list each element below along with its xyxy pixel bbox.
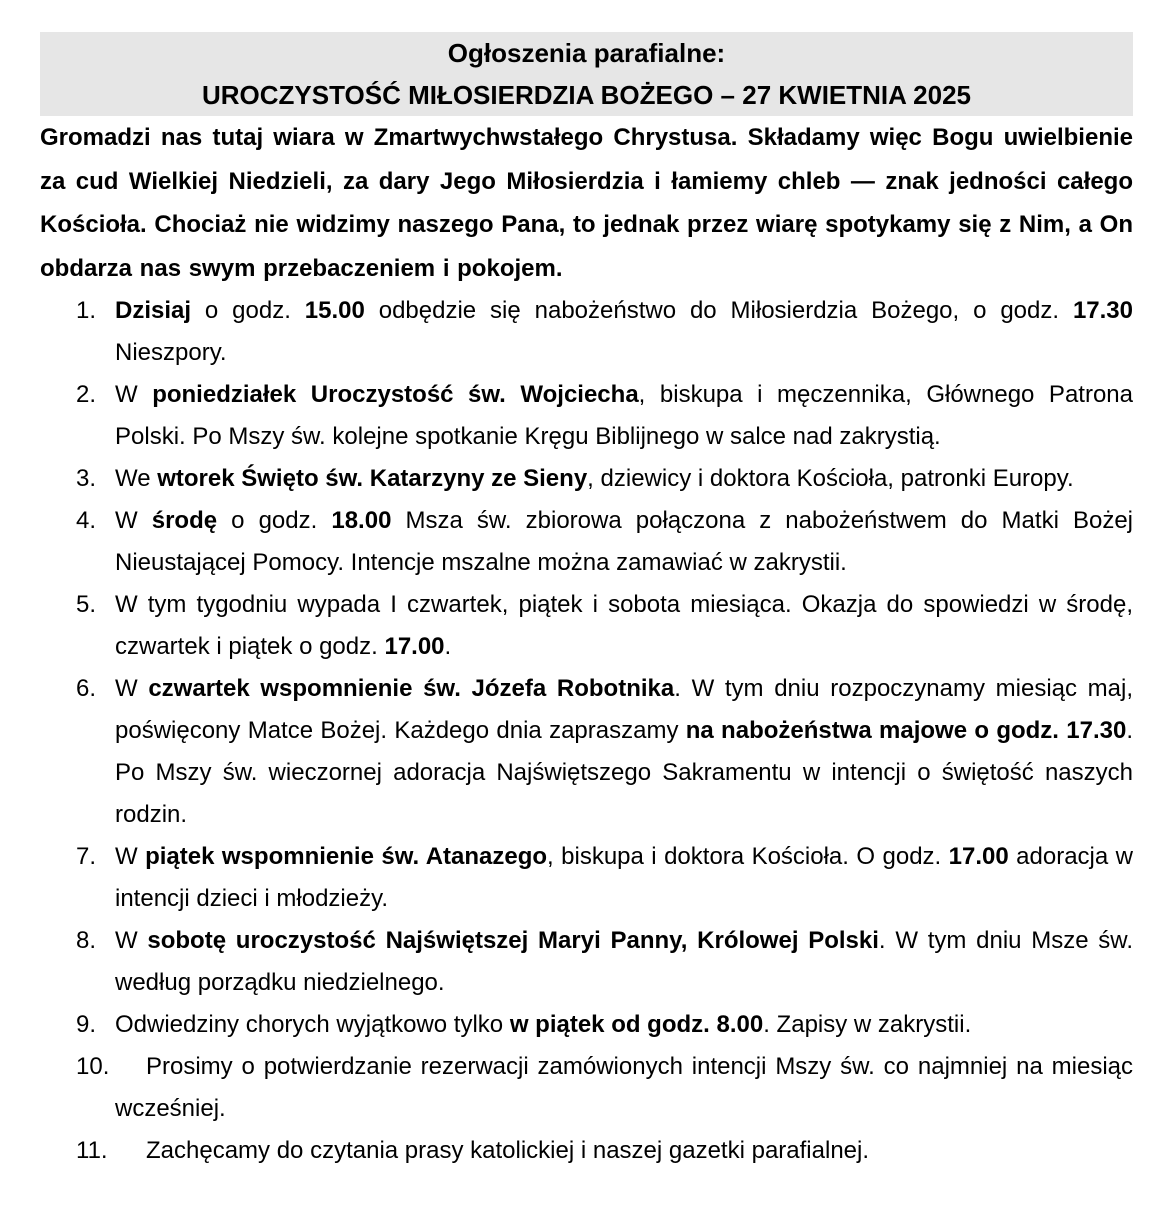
header-subtitle: UROCZYSTOŚĆ MIŁOSIERDZIA BOŻEGO – 27 KWIETNIA 2025 bbox=[201, 80, 972, 110]
item-text-bold: Dzisiaj bbox=[115, 297, 192, 324]
item-text bbox=[115, 1053, 1133, 1122]
announcement-item bbox=[40, 500, 1133, 584]
item-text-run: W bbox=[115, 381, 153, 408]
item-number: 5. bbox=[76, 591, 97, 618]
item-text-run: . W tym dniu rozpoczynamy miesiąc maj, poświęcony Matce Bożej. Każdego dnia zapraszamy bbox=[115, 675, 1134, 744]
item-text-run: odbędzie się nabożeństwo do Miłosierdzia Bożego, o godz. bbox=[364, 297, 1073, 324]
announcement-item bbox=[40, 290, 1133, 374]
item-text-run: , biskupa i męczennika, Głównego Patrona Polski. Po Mszy św. kolejne spotkanie Kręgu Biblijnego w salce nad zakrystią. bbox=[115, 381, 1133, 450]
announcement-item bbox=[40, 836, 1133, 920]
item-text-run: , biskupa i doktora Kościoła. O godz. bbox=[547, 843, 949, 870]
item-text bbox=[115, 465, 1074, 492]
item-text bbox=[115, 1011, 971, 1038]
announcement-item bbox=[40, 584, 1133, 668]
header-title: Ogłoszenia parafialne: bbox=[447, 38, 726, 68]
item-text-run: Zachęcamy do czytania prasy katolickiej i naszej gazetki parafialnej. bbox=[146, 1137, 870, 1164]
item-text-run: Odwiedziny chorych wyjątkowo tylko bbox=[115, 1011, 510, 1038]
item-number: 4. bbox=[76, 507, 97, 534]
header-banner bbox=[40, 32, 1133, 116]
item-text bbox=[115, 507, 1133, 576]
item-text-run: W bbox=[115, 927, 148, 954]
item-text bbox=[115, 843, 1133, 912]
announcement-item bbox=[40, 920, 1133, 1004]
item-text-bold: w piątek od godz. 8.00 bbox=[509, 1011, 764, 1038]
item-number: 6. bbox=[76, 675, 97, 702]
announcement-item bbox=[40, 458, 1133, 500]
item-text-bold: poniedziałek Uroczystość św. Wojciecha bbox=[152, 381, 639, 408]
item-text bbox=[115, 591, 1133, 660]
announcement-item bbox=[40, 1130, 1133, 1172]
item-text-run: . bbox=[444, 633, 452, 660]
item-text-run: . Zapisy w zakrystii. bbox=[763, 1011, 972, 1038]
item-text-run: o godz. bbox=[217, 507, 332, 534]
item-text-bold: 17.00 bbox=[948, 843, 1009, 870]
announcement-list bbox=[40, 290, 1133, 1172]
item-text-bold: na nabożeństwa majowe o godz. 17.30 bbox=[685, 717, 1127, 744]
announcement-item bbox=[40, 374, 1133, 458]
item-number: 1. bbox=[76, 297, 97, 324]
item-text-bold: sobotę uroczystość Najświętszej Maryi Panny, Królowej Polski bbox=[147, 927, 879, 954]
item-text-bold: 18.00 bbox=[331, 507, 392, 534]
item-text-run: We bbox=[115, 465, 158, 492]
item-number: 10. bbox=[76, 1053, 110, 1080]
item-number: 8. bbox=[76, 927, 97, 954]
item-text-run: o godz. bbox=[191, 297, 305, 324]
item-text bbox=[115, 381, 1133, 450]
item-text-bold: 17.30 bbox=[1072, 297, 1133, 324]
item-text-run: Msza św. zbiorowa połączona z nabożeństwem do Matki Bożej Nieustającej Pomocy. Intencje mszalne można zamawiać w zakrystii. bbox=[115, 507, 1134, 576]
announcement-item bbox=[40, 1004, 1133, 1046]
item-text-run: . Po Mszy św. wieczornej adoracja Najświętszego Sakramentu w intencji o świętość naszych rodzin. bbox=[115, 717, 1134, 828]
item-text-run: W bbox=[115, 843, 146, 870]
item-text-bold: środę bbox=[151, 507, 218, 534]
item-text-run: W tym tygodniu wypada I czwartek, piątek i sobota miesiąca. Okazja do spowiedzi w środę, czwartek i piątek o godz. bbox=[115, 591, 1133, 660]
item-text-bold: 15.00 bbox=[304, 297, 365, 324]
item-number: 9. bbox=[76, 1011, 97, 1038]
announcement-item bbox=[40, 1046, 1133, 1130]
item-text-bold: piątek wspomnienie św. Atanazego bbox=[145, 843, 548, 870]
item-text-run: . W tym dniu Msze św. według porządku niedzielnego. bbox=[115, 927, 1133, 996]
item-text-run: , dziewicy i doktora Kościoła, patronki Europy. bbox=[587, 465, 1074, 492]
item-number: 3. bbox=[76, 465, 97, 492]
item-text-run: adoracja w intencji dzieci i młodzieży. bbox=[115, 843, 1133, 912]
item-text-run: W bbox=[115, 675, 149, 702]
item-text bbox=[115, 297, 1133, 366]
item-text-run: W bbox=[115, 507, 152, 534]
item-text-bold: 17.00 bbox=[384, 633, 445, 660]
item-text-bold: czwartek wspomnienie św. Józefa Robotnika bbox=[148, 675, 675, 702]
item-text-run: Prosimy o potwierdzanie rezerwacji zamówionych intencji Mszy św. co najmniej na miesiąc wcześniej. bbox=[115, 1053, 1133, 1122]
item-text bbox=[115, 1137, 869, 1164]
item-number: 11. bbox=[76, 1137, 108, 1164]
item-text bbox=[115, 675, 1133, 828]
intro-paragraph: Gromadzi nas tutaj wiara w Zmartwychwstałego Chrystusa. Składamy więc Bogu uwielbienie za cud Wielkiej Niedzieli, za dary Jego Miłosierdzia i łamiemy chleb — znak jedności całego Kościoła. Chociaż nie widzimy naszego Pana, to jednak przez wiarę spotykamy się z Nim, a On obdarza nas swym przebaczeniem i pokojem. bbox=[40, 124, 1133, 282]
item-number: 2. bbox=[76, 381, 97, 408]
item-text-run: Nieszpory. bbox=[115, 339, 227, 366]
item-number: 7. bbox=[76, 843, 97, 870]
item-text-bold: wtorek Święto św. Katarzyny ze Sieny bbox=[157, 465, 588, 492]
item-text bbox=[115, 927, 1133, 996]
announcement-item bbox=[40, 668, 1133, 836]
